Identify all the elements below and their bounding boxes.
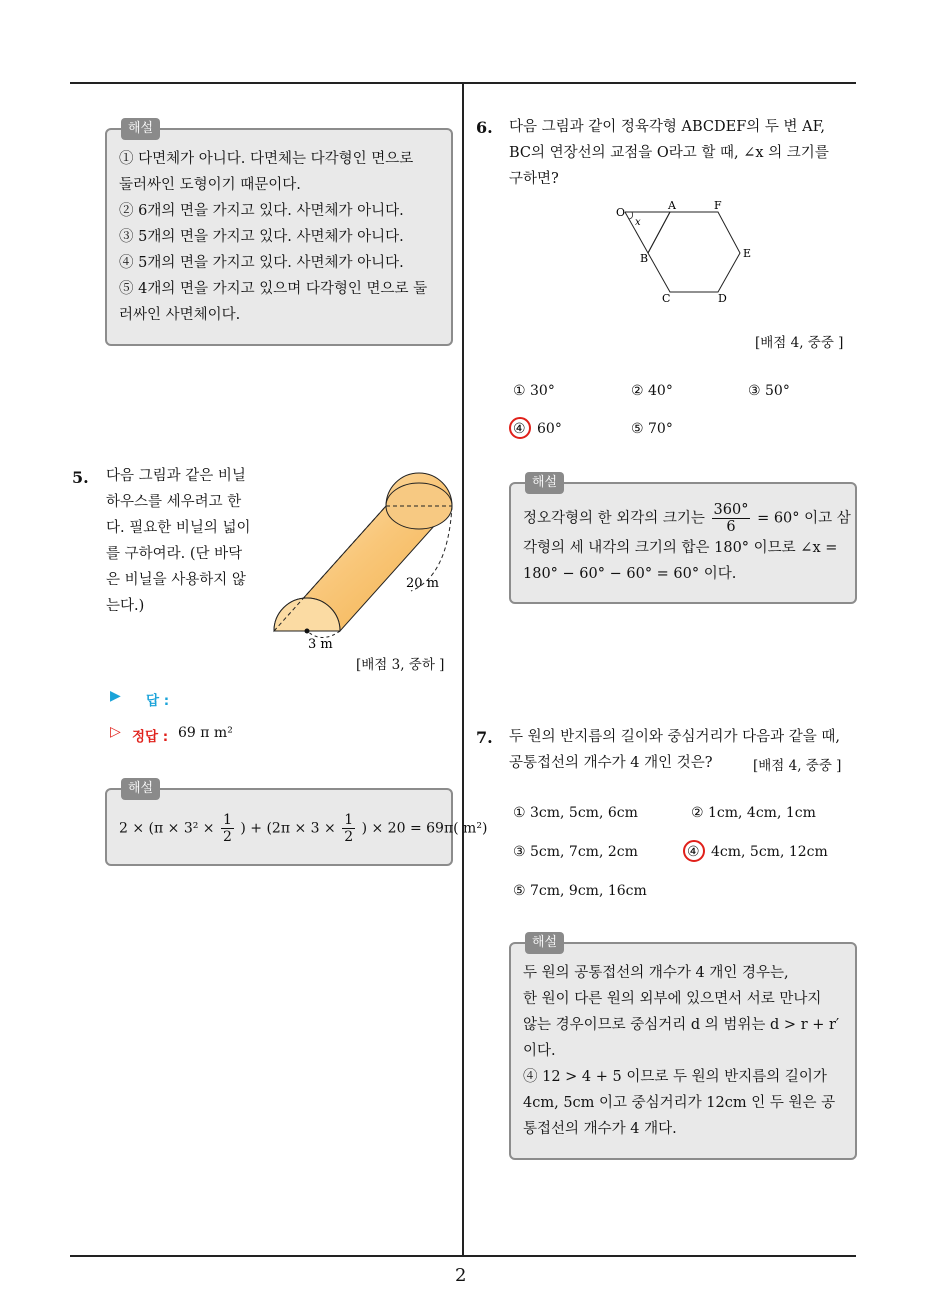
fraction-numerator: 1 [223,812,232,828]
question-6-meta: [배점 4, 중중 ] [755,335,844,351]
page-number: 2 [455,1265,467,1286]
explanation-line: ④ 12 > 4 + 5 이므로 두 원의 반지름의 길이가 [523,1069,827,1085]
label-O: O [616,206,626,219]
explanation-line: ④ 5개의 면을 가지고 있다. 사면체가 아니다. [119,255,404,271]
explanation-line: 러싸인 사면체이다. [119,307,241,323]
question-7-meta: [배점 4, 중중 ] [753,758,842,774]
explanation-tag: 해설 [121,778,160,800]
choice-4-marker[interactable]: ④ [687,844,700,860]
explanation-line: 이다. [523,1043,556,1059]
explanation-tag: 해설 [525,932,564,954]
label-A: A [668,199,676,212]
correct-marker: ▷ [110,724,121,740]
explanation-line: 두 원의 공통접선의 개수가 4 개인 경우는, [523,965,789,981]
selected-answer-circle [683,840,705,862]
answer-label: 답 : [146,693,170,709]
fraction-denominator: 2 [223,829,232,845]
choice-4-value[interactable]: 60° [537,421,562,437]
choice-2[interactable]: ② 1cm, 4cm, 1cm [691,805,816,821]
formula-part: ) × 20 = 69π( m²) [361,820,488,837]
formula-part: 2 × (π × 3² × [119,820,215,837]
explanation-line: ② 6개의 면을 가지고 있다. 사면체가 아니다. [119,203,404,219]
choice-3[interactable]: ③ 5cm, 7cm, 2cm [513,844,638,860]
explanation-line: 한 원이 다른 원의 외부에 있으면서 서로 만나지 [523,991,822,1007]
greenhouse-figure [266,466,456,656]
explanation-line: ① 다면체가 아니다. 다면체는 다각형인 면으로 [119,151,414,167]
fraction-denominator: 6 [726,519,736,535]
bottom-rule [70,1255,856,1257]
explanation-line: 4cm, 5cm 이고 중심거리가 12cm 인 두 원은 공 [523,1095,836,1111]
question-line: 다음 그림과 같은 비닐 [106,468,246,484]
question-line: BC의 연장선의 교점을 O라고 할 때, ∠x 의 크기를 [509,145,829,161]
question-number-5: 5. [72,468,89,487]
choice-4-marker[interactable]: ④ [513,421,526,437]
formula-part: ) + (2π × 3 × [240,820,336,837]
fraction-numerator: 1 [344,812,354,828]
choice-1[interactable]: ① 30° [513,383,555,399]
explanation-tag: 해설 [525,472,564,494]
question-line: 는다.) [106,598,145,614]
label-x: x [635,217,641,228]
question-5-meta: [배점 3, 중하 ] [356,657,445,673]
length-label: 20 m [406,576,440,591]
question-5-text [106,463,266,619]
label-E: E [743,247,752,260]
choice-1[interactable]: ① 3cm, 5cm, 6cm [513,805,638,821]
question-6-text [509,114,859,192]
question-7-line-1: 두 원의 반지름의 길이와 중심거리가 다음과 같을 때, [509,729,841,745]
label-B: B [640,252,649,265]
choice-2[interactable]: ② 40° [631,383,673,399]
fraction [221,812,234,845]
explanation-line: 각형의 세 내각의 크기의 합은 180° 이므로 ∠x = [523,540,838,556]
label-F: F [714,199,722,212]
question-line: 구하면? [509,171,559,187]
explanation-box-q5 [105,781,488,866]
question-number-7: 7. [476,728,493,747]
question-7-line-2: 공통접선의 개수가 4 개인 것은? [509,755,713,771]
fraction [342,812,355,845]
fraction-denominator: 2 [344,829,354,845]
question-number-6: 6. [476,118,493,137]
explanation-line: 통접선의 개수가 4 개다. [523,1121,677,1137]
explanation-line: ⑤ 4개의 면을 가지고 있으며 다각형인 면으로 둘 [119,281,428,297]
choice-4-value[interactable]: 4cm, 5cm, 12cm [711,844,828,860]
question-line: 다. 필요한 비닐의 넓이 [106,520,251,536]
correct-label: 정답 : [132,729,169,745]
choice-5[interactable]: ⑤ 70° [631,421,673,437]
question-line: 를 구하여라. (단 바닥 [106,546,243,562]
explanation-text: = 60° 이고 삼 [757,510,851,527]
explanation-line: ③ 5개의 면을 가지고 있다. 사면체가 아니다. [119,229,404,245]
explanation-box-q6 [509,475,857,604]
question-line: 은 비닐을 사용하지 않 [106,572,246,588]
explanation-line: 둘러싸인 도형이기 때문이다. [119,177,301,193]
explanation-line: 않는 경우이므로 중심거리 d 의 범위는 d > r + r′ [523,1017,840,1033]
radius-label: 3 m [308,637,333,652]
selected-answer-circle [509,417,531,439]
explanation-formula [119,812,488,845]
choice-3[interactable]: ③ 50° [748,383,790,399]
label-D: D [718,292,727,305]
question-line: 다음 그림과 같이 정육각형 ABCDEF의 두 변 AF, [509,119,826,135]
label-C: C [662,292,671,305]
explanation-line [523,502,851,535]
explanation-box-q4 [105,121,453,346]
question-line: 하우스를 세우려고 한 [106,494,242,510]
fraction [712,502,751,535]
explanation-box-q7 [509,935,857,1160]
answer-marker: ▶ [110,688,121,704]
explanation-text: 정오각형의 한 외각의 크기는 [523,510,705,527]
explanation-tag: 해설 [121,118,160,140]
column-divider [462,84,464,1256]
fraction-numerator: 360° [713,502,749,518]
explanation-line: 180° − 60° − 60° = 60° 이다. [523,566,737,582]
choice-5[interactable]: ⑤ 7cm, 9cm, 16cm [513,883,647,899]
correct-value: 69 π m² [178,725,233,741]
hexagon-figure [610,198,760,308]
